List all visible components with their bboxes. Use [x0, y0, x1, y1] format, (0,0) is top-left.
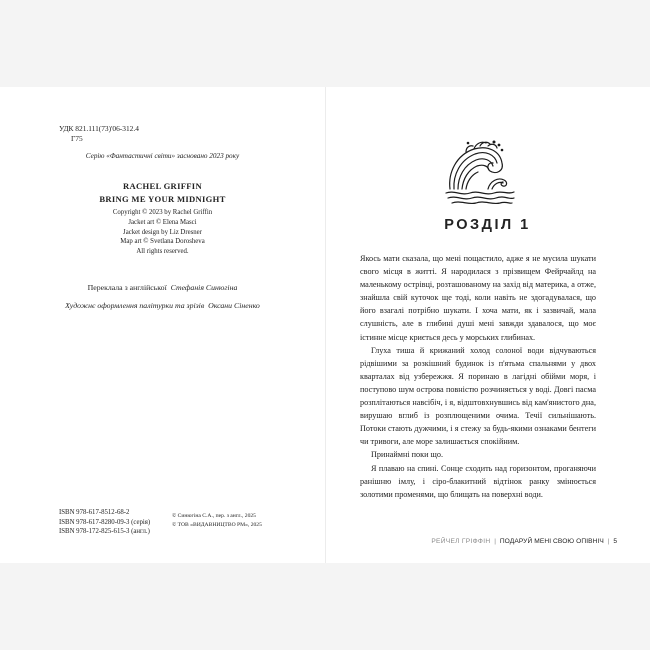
- running-footer: [431, 538, 617, 545]
- credit-line: Jacket art © Elena Masci: [128, 218, 197, 226]
- credit-line: Copyright © 2023 by Rachel Griffin: [112, 209, 213, 216]
- catalog-codes: [59, 124, 139, 143]
- page-gutter: [325, 87, 326, 563]
- copyright-line: © Синюгіна С.А., пер. з англ., 2025: [172, 513, 256, 519]
- isbn-line: ISBN 978-172-825-615-3 (англ.): [59, 528, 150, 536]
- design-credit: [0, 301, 325, 310]
- isbn-line: ISBN 978-617-8512-68-2: [59, 509, 130, 516]
- credit-line: Map art © Svetlana Dorosheva: [120, 238, 205, 246]
- isbn-line: ISBN 978-617-8280-09-3 (серія): [59, 518, 151, 526]
- udk-code: УДК 821.111(73)'06-312.4: [59, 124, 139, 133]
- copyright-line: © ТОВ «ВИДАВНИЦТВО РМ», 2025: [172, 522, 262, 528]
- footer-book-title: ПОДАРУЙ МЕНІ СВОЮ ОПІВНІЧ: [499, 538, 604, 545]
- design-label: Художнє оформлення палітурки та зрізів: [65, 301, 205, 310]
- original-title: BRING ME YOUR MIDNIGHT: [99, 194, 226, 204]
- classification-code: Г75: [71, 133, 83, 143]
- page-number: 5: [613, 538, 617, 545]
- paragraph: Я плаваю на спині. Сонце сходить над горизонтом, проганяючи ранішню імлу, і сіро-блакитний відтінок ранку змінюється золотими променями, що блищать на поверхні води.: [360, 463, 596, 499]
- designer-name: Оксани Сіненко: [208, 301, 260, 310]
- paragraph: Якось мати сказала, що мені пощастило, адже я не мусила шукати свого місця в житті. Я народилася з прізвищем Фейрчайлд на маленькому острівці, розташованому на захід від материка, а отже, знайшла свій куточок ще тоді, коли навіть не здогадувалася, що його взагалі потрібно шукати. І хоча мати, як і зазвичай, мала слушність, але в глибині душі мені завжди здавалося, що моє істинне місце криється десь у морських глибинах.: [360, 254, 596, 342]
- translator-name: Стефанія Синюгіна: [170, 283, 238, 292]
- isbn-block: [59, 508, 150, 537]
- credit-line: All rights reserved.: [136, 248, 189, 256]
- book-spread: [0, 87, 650, 563]
- paragraph: Глуха тиша й крижаний холод солоної води відчуваються рідвішими за розкішний будинок із п'ятьма спальнями у двох кварталах від узбережжя. Я поринаю в лагідні обійми моря, і поступово шум острова повністю розчиняється у воді. Довгі пасма розплітаються навсібіч, і я, відштовхнувшись від кам'янистого дна, вирушаю вглиб із розплющеними очима. Течії сильнішають. Потоки стають дужчими, і я стежу за будь-якими ознаками бентеги чи тривоги, але море залишається спокійним.: [360, 345, 596, 447]
- footer-author: РЕЙЧЕЛ ГРІФФІН: [431, 538, 491, 545]
- credits-list: [0, 208, 325, 257]
- footer-separator: |: [607, 538, 610, 545]
- wave-icon: [444, 137, 516, 207]
- copyright-block: [172, 512, 262, 530]
- footer-separator: |: [494, 538, 496, 545]
- chapter-title: РОЗДІЛ 1: [444, 217, 531, 233]
- translation-label: Переклала з англійської: [87, 283, 167, 292]
- translation-credit: [0, 283, 325, 292]
- original-edition-info: [0, 180, 325, 257]
- chapter-text: [360, 252, 596, 501]
- series-note: Серію «Фантастичні світи» засновано 2023 року: [85, 152, 240, 160]
- paragraph: Принаймні поки що.: [371, 450, 443, 460]
- original-author: RACHEL GRIFFIN: [123, 181, 202, 191]
- credit-line: Jacket design by Liz Dresner: [123, 228, 202, 236]
